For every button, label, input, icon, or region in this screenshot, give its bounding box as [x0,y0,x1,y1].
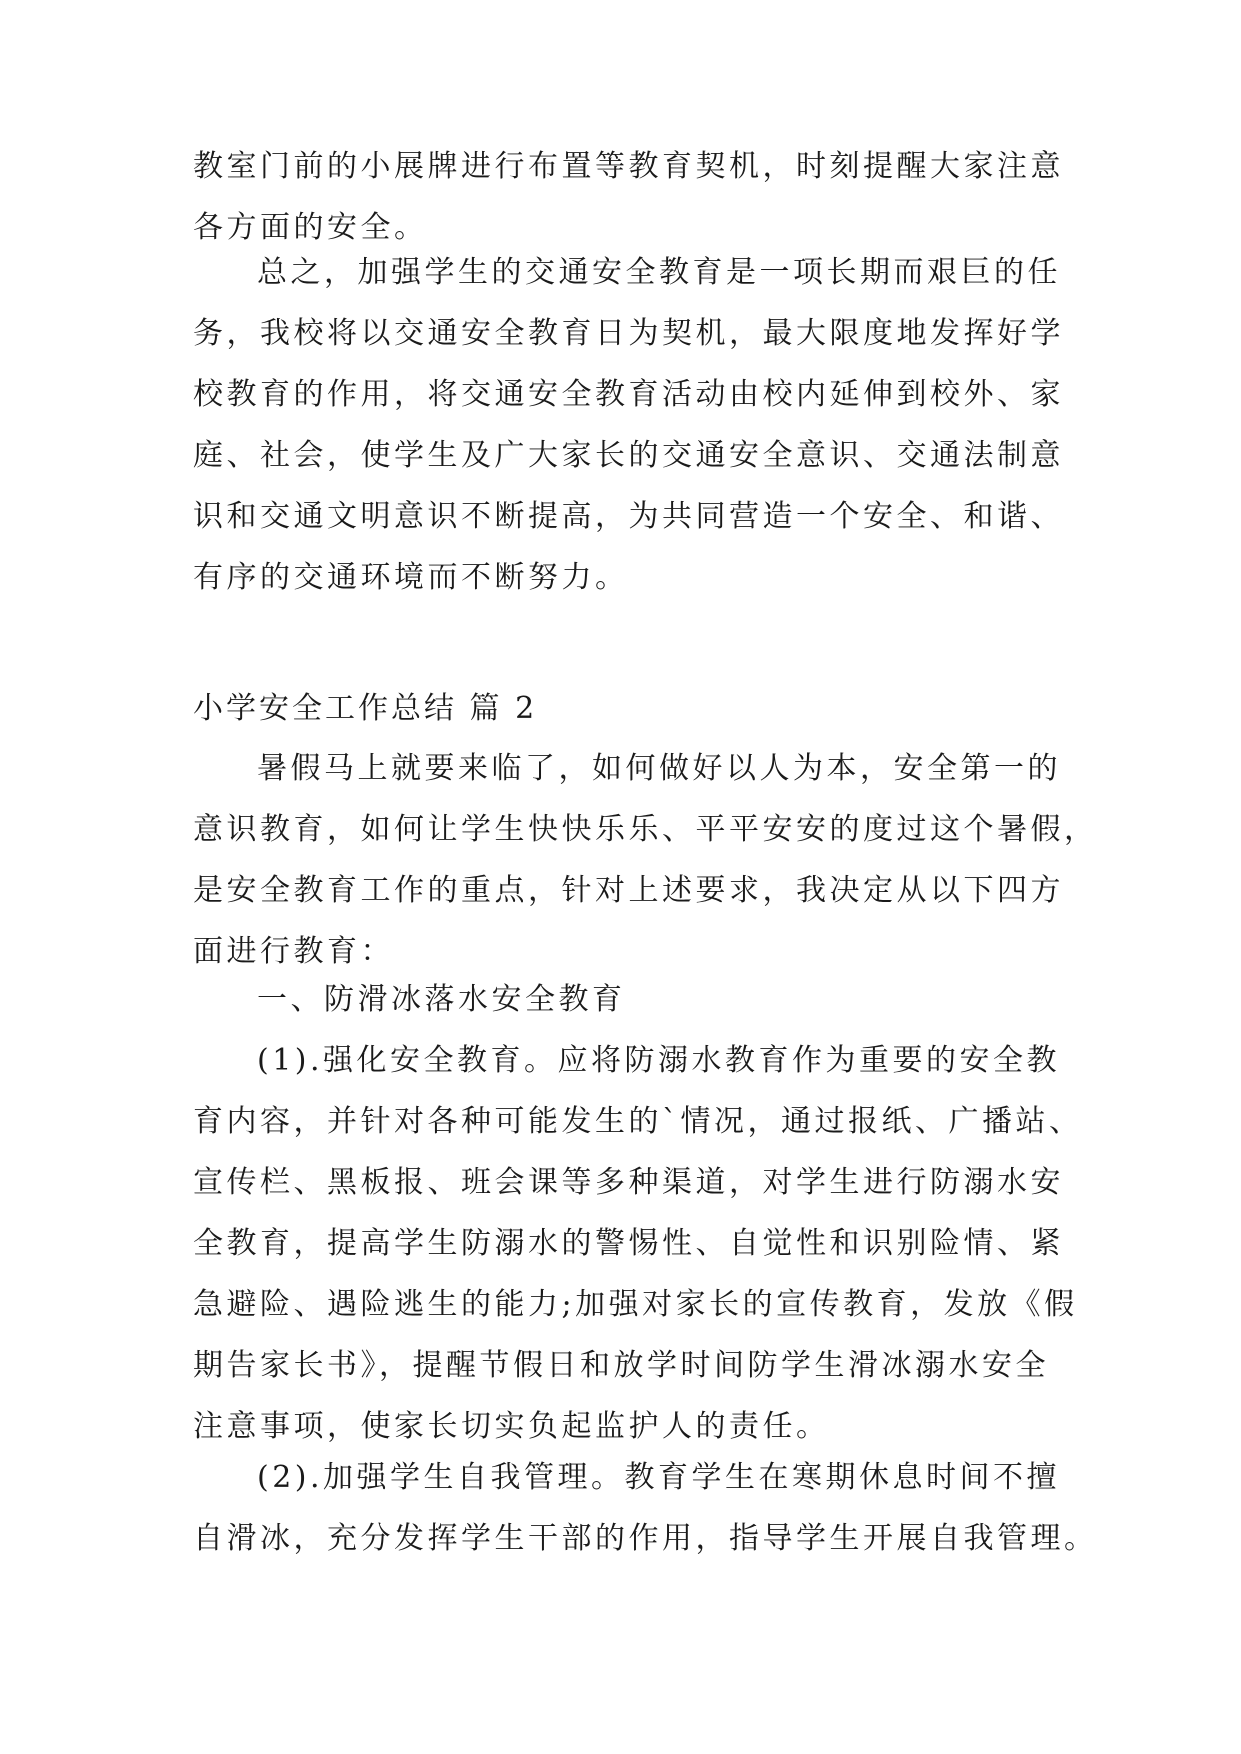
paragraph-line: 注意事项，使家长切实负起监护人的责任。 [193,1409,830,1444]
paragraph-line: 务，我校将以交通安全教育日为契机，最大限度地发挥好学 [193,316,1064,351]
paragraph-4 [193,969,1073,1030]
paragraph-line: 急避险、遇险逃生的能力;加强对家长的宣传教育，发放《假 [193,1287,1078,1322]
paragraph-line: 有序的交通环境而不断努力。 [193,560,629,595]
paragraph-line: 意识教育，如何让学生快快乐乐、平平安安的度过这个暑假， [193,812,1098,847]
paragraph-line: 总之，加强学生的交通安全教育是一项长期而艰巨的任 [257,255,1061,290]
paragraph-line: (2).加强学生自我管理。教育学生在寒期休息时间不擅 [257,1460,1061,1495]
paragraph-line: 自滑冰，充分发挥学生干部的作用，指导学生开展自我管理。 [193,1521,1098,1556]
paragraph-line: 面进行教育： [193,934,394,969]
paragraph-line: 是安全教育工作的重点，针对上述要求，我决定从以下四方 [193,873,1064,908]
paragraph-line: 宣传栏、黑板报、班会课等多种渠道，对学生进行防溺水安 [193,1165,1064,1200]
paragraph-line: 全教育，提高学生防溺水的警惕性、自觉性和识别险情、紧 [193,1226,1064,1261]
paragraph-1 [193,136,1073,258]
subheading-line: 一、防滑冰落水安全教育 [257,982,626,1017]
paragraph-line: 育内容，并针对各种可能发生的`情况，通过报纸、广播站、 [193,1104,1083,1139]
paragraph-5 [193,1030,1083,1457]
paragraph-2 [193,242,1073,608]
paragraph-line: 庭、社会，使学生及广大家长的交通安全意识、交通法制意 [193,438,1064,473]
paragraph-3 [193,738,1098,982]
paragraph-line: 期告家长书》，提醒节假日和放学时间防学生滑冰溺水安全 [193,1348,1049,1383]
paragraph-6 [193,1447,1098,1569]
section-heading: 小学安全工作总结 篇 2 [193,691,538,726]
paragraph-line: 教室门前的小展牌进行布置等教育契机，时刻提醒大家注意 [193,149,1064,184]
paragraph-line: 校教育的作用，将交通安全教育活动由校内延伸到校外、家 [193,377,1064,412]
paragraph-line: 暑假马上就要来临了，如何做好以人为本，安全第一的 [257,751,1061,786]
paragraph-line: 各方面的安全。 [193,210,428,245]
paragraph-line: 识和交通文明意识不断提高，为共同营造一个安全、和谐、 [193,499,1064,534]
paragraph-line: (1).强化安全教育。应将防溺水教育作为重要的安全教 [257,1043,1061,1078]
